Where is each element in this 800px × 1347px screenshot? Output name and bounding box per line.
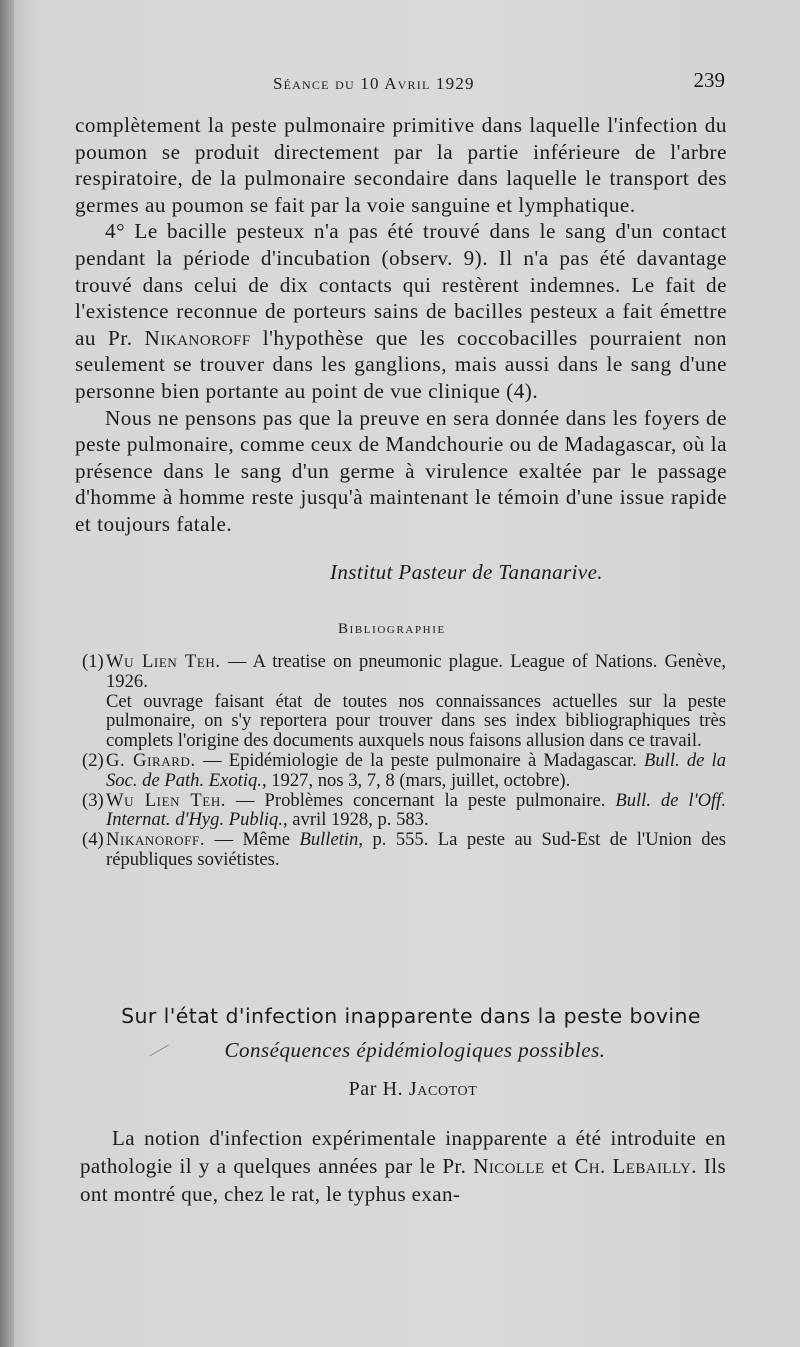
article-byline bbox=[0, 1078, 800, 1101]
institution-signature: Institut Pasteur de Tananarive. bbox=[330, 560, 603, 584]
paragraph-4-end: l'hypothèse que les coccobacilles pourraient non seulement se trouver dans les ganglions, mais aussi dans le sang d'une personne bien portante au point de vue clinique (4). bbox=[75, 325, 728, 403]
bibliography-entry bbox=[82, 652, 726, 692]
article-paragraph bbox=[80, 1124, 726, 1208]
entry-author: G. Girard. bbox=[106, 749, 196, 771]
conjunction: et bbox=[551, 1154, 568, 1178]
bibliography-entry bbox=[82, 830, 726, 870]
author-name-nikanoroff: Nikanoroff bbox=[144, 325, 251, 350]
author-name-lebailly: Ch. Lebailly. bbox=[574, 1154, 697, 1178]
entry-number: (4) bbox=[82, 829, 104, 851]
article-body bbox=[80, 1124, 726, 1208]
book-spine-shadow bbox=[0, 0, 14, 1347]
main-text bbox=[75, 112, 727, 538]
entry-author: Nikanoroff. bbox=[106, 829, 206, 851]
author-name-nicolle: Nicolle bbox=[473, 1154, 545, 1178]
entry-author: Wu Lien Teh. bbox=[106, 789, 227, 811]
entry-number: (1) bbox=[82, 651, 104, 672]
article-subtitle: Conséquences épidémiologiques possibles. bbox=[224, 1038, 606, 1062]
entry-text: — Epidémiologie de la peste pulmonaire à Madagascar. bbox=[202, 749, 637, 771]
running-head bbox=[75, 68, 725, 98]
article-title: Sur l'état d'infection inapparente dans la peste bovine bbox=[121, 1004, 701, 1028]
bibliography-entry bbox=[82, 751, 726, 791]
page-number: 239 bbox=[693, 68, 725, 92]
entry-journal: Bulletin bbox=[299, 829, 359, 851]
paragraph-start: La notion d'infection expérimentale inapparente a été introduite en pathologie il y a quelques années par le Pr. bbox=[80, 1126, 726, 1178]
entry-text: — Même bbox=[214, 829, 291, 851]
running-head-title: Séance du 10 Avril 1929 bbox=[273, 74, 475, 93]
bibliography-heading: Bibliographie bbox=[338, 621, 446, 637]
entry-details: , p. 555. La peste au Sud-Est de l'Union des républiques soviétistes. bbox=[106, 829, 726, 870]
paragraph-4 bbox=[75, 218, 727, 404]
entry-number: (3) bbox=[82, 789, 104, 811]
entry-details: , 1927, nos 3, 7, 8 (mars, juillet, octobre). bbox=[261, 769, 571, 791]
entry-text: — Problèmes concernant la peste pulmonaire. bbox=[236, 789, 606, 811]
entry-author: Wu Lien Teh. bbox=[106, 651, 221, 672]
byline-prefix: Par H. bbox=[348, 1078, 404, 1100]
bibliography-list bbox=[82, 652, 726, 870]
entry-number: (2) bbox=[82, 749, 104, 771]
bibliography-note: Cet ouvrage faisant état de toutes nos connaissances actuelles sur la peste pulmonaire, on s'y reportera pour trouver dans ses index bibliographiques très complets l'origine des documents auxquels nous faisons allusion dans ce travail. bbox=[106, 690, 726, 752]
paragraph-4-start: 4° Le bacille pesteux n'a pas été trouvé dans le sang d'un contact pendant la période d'incubation (observ. 9). Il n'a pas été davantage trouvé dans celui de dix contacts qui restèrent indemnes. Le fait de l'existence reconnue de porteurs sains de bacilles pesteux a fait émettre au Pr. bbox=[75, 219, 727, 350]
paragraph-continued: complètement la peste pulmonaire primitive dans laquelle l'infection du poumon se produit directement par la partie inférieure de l'arbre respiratoire, de la pulmonaire secondaire dans laquelle le transport des germes au poumon se fait par la voie sanguine et lymphatique. bbox=[75, 113, 727, 217]
entry-text: — A treatise on pneumonic plague. League of Nations. Genève, 1926. bbox=[106, 651, 727, 692]
entry-journal: Bull. de l'Off. Internat. d'Hyg. Publiq. bbox=[106, 789, 726, 831]
entry-journal: Bull. de la Soc. de Path. Exotiq. bbox=[106, 749, 727, 791]
paragraph-5: Nous ne pensons pas que la preuve en sera donnée dans les foyers de peste pulmonaire, comme ceux de Mandchourie ou de Madagascar, où la présence dans le sang d'un germe à virulence exaltée par le passage d'homme à homme reste jusqu'à maintenant le témoin d'une issue rapide et toujours fatale. bbox=[75, 405, 727, 536]
article-author: Jacotot bbox=[408, 1078, 478, 1100]
bibliography-entry bbox=[82, 791, 726, 831]
paragraph-end: Ils ont montré que, chez le rat, le typhus exan- bbox=[80, 1154, 727, 1206]
entry-details: , avril 1928, p. 583. bbox=[282, 809, 429, 831]
